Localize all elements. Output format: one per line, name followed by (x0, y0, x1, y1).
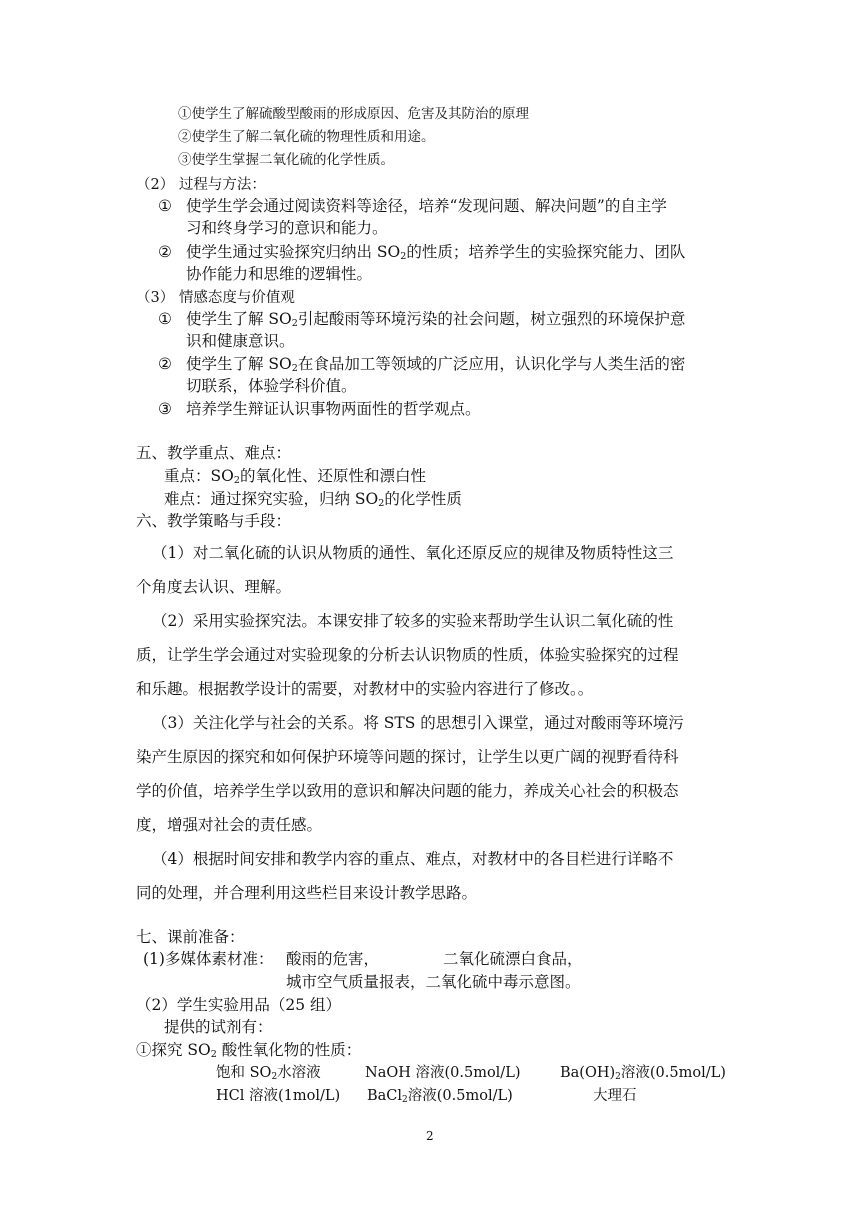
media-item: 酸雨的危害， (286, 950, 380, 968)
reagent-item: 大理石 (593, 1088, 637, 1104)
strategy-line: （3）关注化学与社会的关系。将 STS 的思想引入课堂，通过对酸雨等环境污 (152, 714, 684, 732)
reagent-item: BaCl$_2$溶液(0.5mol/L) (367, 1088, 513, 1105)
strategy-line: 度，增强对社会的责任感。 (136, 816, 323, 834)
section-5-heading: 五、教学重点、难点： (136, 444, 292, 462)
reagent-item: 饱和 $SO_2$水溶液 (216, 1065, 321, 1082)
strategy-line: 同的处理，并合理利用这些栏目来设计教学思路。 (136, 884, 478, 902)
emotion-item-2-line-2: 切联系，体验学科价值。 (186, 377, 357, 395)
strategy-line: （4）根据时间安排和教学内容的重点、难点，对教材中的各目栏进行详略不 (152, 850, 674, 868)
strategy-line: （2）采用实验探究法。本课安排了较多的实验来帮助学生认识二氧化硫的性 (152, 612, 674, 630)
process-heading: （2） 过程与方法： (136, 177, 266, 193)
section-7-heading: 七、课前准备： (136, 928, 245, 946)
section-6-heading: 六、教学策略与手段： (136, 512, 292, 530)
strategy-line: 和乐趣。根据教学设计的需要，对教材中的实验内容进行了修改。。 (136, 680, 594, 698)
page-number: 2 (426, 1129, 434, 1143)
strategy-line: 个角度去认识、理解。 (136, 578, 292, 596)
difficult-point-line: 难点：通过探究实验，归纳 $SO_2$的化学性质 (164, 490, 462, 509)
media-item: 二氧化硫漂白食品， (443, 950, 583, 968)
reagent-item: NaOH 溶液(0.5mol/L) (365, 1065, 521, 1081)
emotion-item-1-number: ① (158, 310, 172, 328)
emotion-item-1-line-1: 使学生了解 $SO_2$引起酸雨等环境污染的社会问题，树立强烈的环境保护意 (186, 310, 686, 329)
process-item-2-line-1: 使学生通过实验探究归纳出 $SO_2$的性质；培养学生的实验探究能力、团队 (186, 243, 686, 262)
emotion-item-2-line-1: 使学生了解 $SO_2$在食品加工等领域的广泛应用，认识化学与人类生活的密 (186, 355, 686, 374)
strategy-line: 染产生原因的探究和如何保护环境等问题的探讨，让学生以更广阔的视野看待科 (136, 748, 679, 766)
reagent-item: HCl 溶液(1mol/L) (216, 1088, 341, 1104)
reagents-line: 提供的试剂有： (164, 1018, 273, 1036)
process-item-2-number: ② (158, 243, 172, 261)
key-point-line: 重点：$SO_2$的氧化性、还原性和漂白性 (164, 467, 426, 486)
reagent-item: $Ba(OH)_2$溶液(0.5mol/L) (560, 1065, 726, 1082)
media-label: (1)多媒体素材准： (143, 950, 274, 968)
knowledge-item: ③使学生掌握二氧化硫的化学性质。 (178, 152, 394, 168)
strategy-line: （1）对二氧化硫的认识从物质的通性、氧化还原反应的规律及物质特性这三 (152, 544, 674, 562)
media-item: 城市空气质量报表，二氧化硫中毒示意图。 (286, 973, 581, 991)
process-item-1-number: ① (158, 197, 172, 215)
explore-line: ①探究 $SO_2$ 酸性氧化物的性质： (136, 1041, 362, 1060)
strategy-line: 质，让学生学会通过对实验现象的分析去认识物质的性质，体验实验探究的过程 (136, 646, 679, 664)
strategy-line: 学的价值，培养学生学以致用的意识和解决问题的能力，养成关心社会的积极态 (136, 782, 679, 800)
knowledge-item: ①使学生了解硫酸型酸雨的形成原因、危害及其防治的原理 (178, 106, 529, 122)
emotion-item-3-line: 培养学生辩证认识事物两面性的哲学观点。 (186, 400, 481, 418)
process-item-1-line-2: 习和终身学习的意识和能力。 (186, 219, 388, 237)
supplies-line: （2）学生实验用品（25 组） (136, 996, 342, 1014)
emotion-item-3-number: ③ (158, 400, 172, 418)
knowledge-item: ②使学生了解二氧化硫的物理性质和用途。 (178, 129, 435, 145)
emotion-heading: （3） 情感态度与价值观 (136, 290, 295, 306)
emotion-item-2-number: ② (158, 355, 172, 373)
process-item-1-line-1: 使学生学会通过阅读资料等途径，培养“发现问题、解决问题”的自主学 (186, 197, 667, 215)
process-item-2-line-2: 协作能力和思维的逻辑性。 (186, 265, 373, 283)
emotion-item-1-line-2: 识和健康意识。 (186, 332, 295, 350)
